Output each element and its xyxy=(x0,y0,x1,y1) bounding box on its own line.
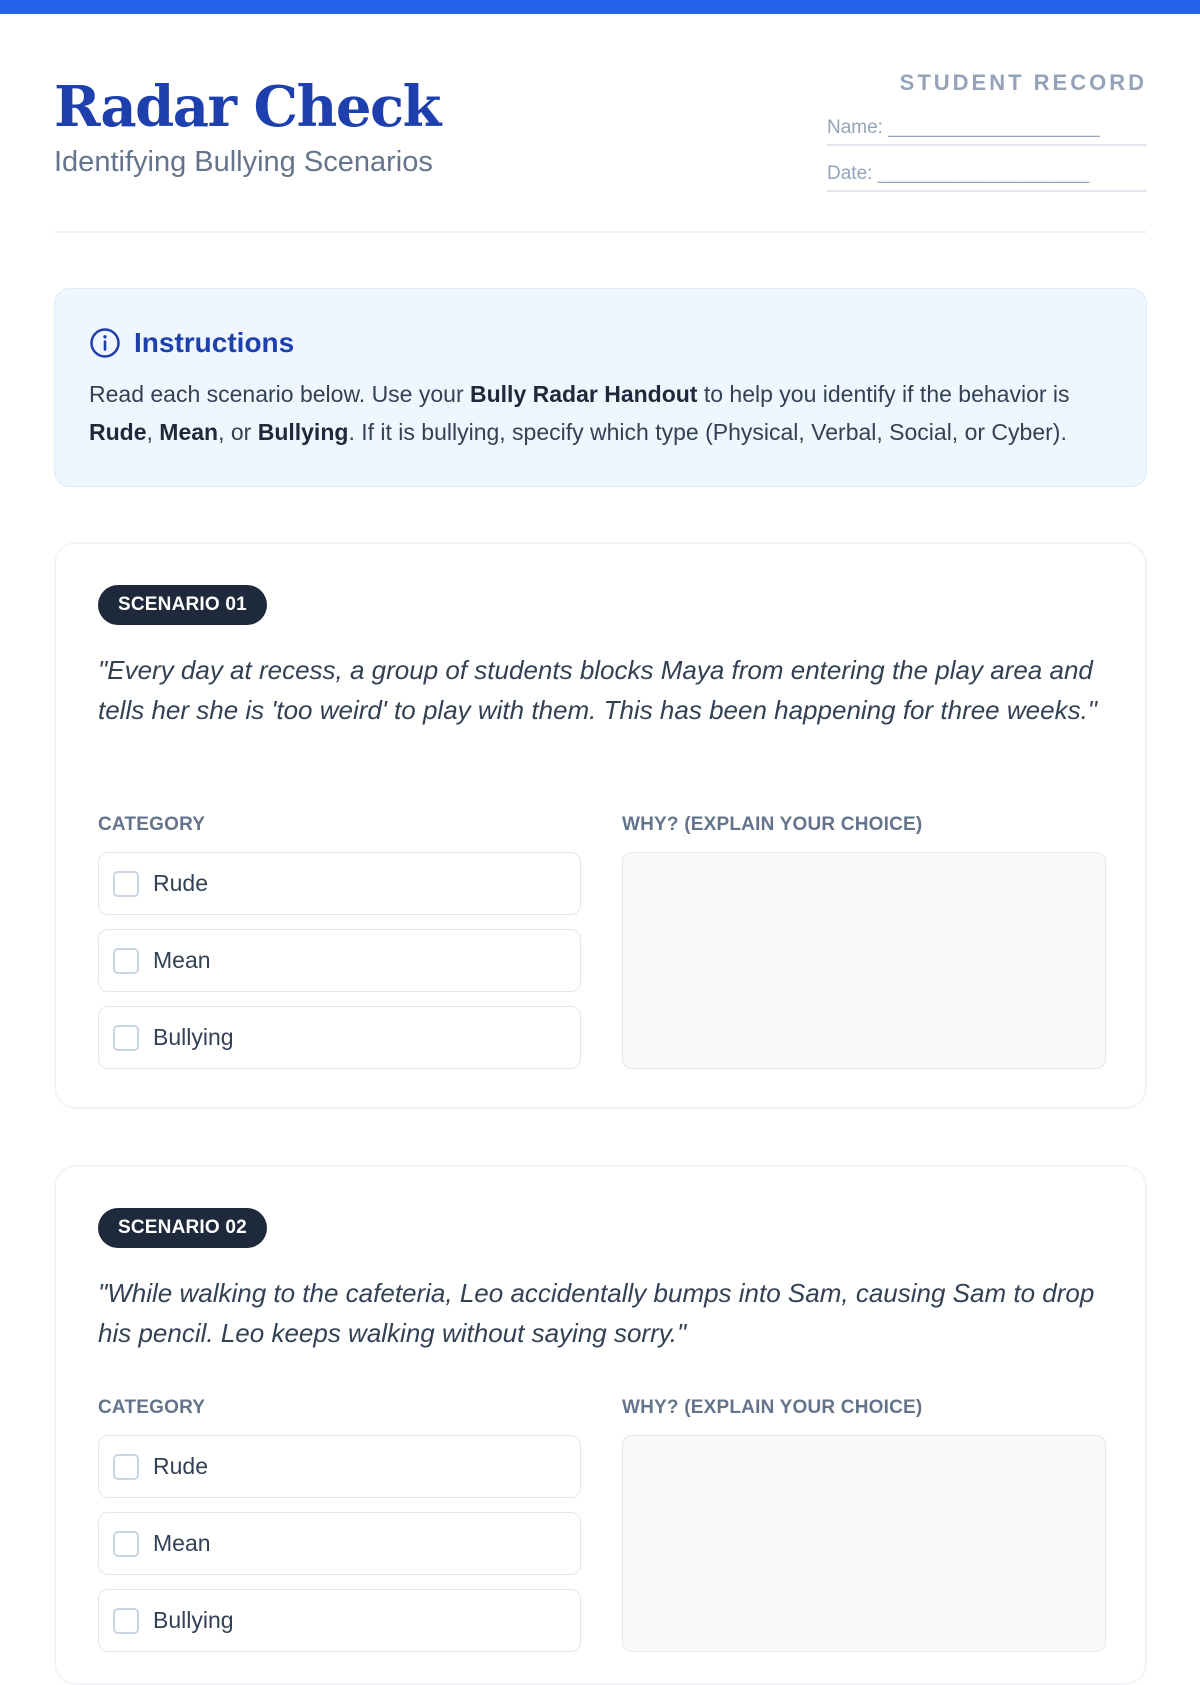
term-bullying: Bullying xyxy=(257,419,349,445)
checkbox[interactable] xyxy=(113,1608,139,1634)
worksheet-header xyxy=(54,60,1147,233)
category-label: CATEGORY xyxy=(98,814,206,835)
category-label: CATEGORY xyxy=(98,1397,206,1418)
option-rude[interactable] xyxy=(98,852,581,915)
option-label: Bullying xyxy=(153,1607,234,1633)
explanation-answer-box[interactable] xyxy=(622,852,1106,1069)
instructions-text-part: Read each scenario below. Use your xyxy=(89,381,470,407)
option-label: Rude xyxy=(153,1453,208,1479)
instructions-text-part: to help you identify if the behavior is xyxy=(697,381,1070,407)
student-record xyxy=(827,70,1147,192)
page-title: Radar Check xyxy=(54,74,440,140)
option-bullying[interactable] xyxy=(98,1589,581,1652)
student-record-title: STUDENT RECORD xyxy=(899,70,1147,95)
scenario-badge: SCENARIO 01 xyxy=(98,585,267,625)
instructions-text-part: , xyxy=(146,419,160,445)
checkbox[interactable] xyxy=(113,871,139,897)
checkbox[interactable] xyxy=(113,948,139,974)
scenario-card-01 xyxy=(54,542,1147,1109)
option-mean[interactable] xyxy=(98,929,581,992)
checkbox[interactable] xyxy=(113,1531,139,1557)
option-label: Rude xyxy=(153,870,208,896)
name-field[interactable]: Name: ____________________ xyxy=(827,108,1147,146)
info-icon xyxy=(89,327,121,359)
instructions-box xyxy=(54,288,1147,487)
instructions-text-part: . If it is bullying, specify which type (Physical, Verbal, Social, or Cyber). xyxy=(348,419,1067,445)
why-label: WHY? (EXPLAIN YOUR CHOICE) xyxy=(622,814,923,835)
checkbox[interactable] xyxy=(113,1454,139,1480)
term-rude: Rude xyxy=(89,419,147,445)
term-mean: Mean xyxy=(159,419,219,445)
option-rude[interactable] xyxy=(98,1435,581,1498)
scenario-card-02 xyxy=(54,1165,1147,1685)
option-label: Bullying xyxy=(153,1024,234,1050)
instructions-heading xyxy=(89,325,1112,361)
option-bullying[interactable] xyxy=(98,1006,581,1069)
date-field[interactable]: Date: ____________________ xyxy=(827,154,1147,192)
top-accent-bar xyxy=(0,0,1200,14)
why-label: WHY? (EXPLAIN YOUR CHOICE) xyxy=(622,1397,923,1418)
instructions-text-part: , or xyxy=(218,419,258,445)
option-label: Mean xyxy=(153,1530,211,1556)
explanation-answer-box[interactable] xyxy=(622,1435,1106,1652)
scenario-badge: SCENARIO 02 xyxy=(98,1208,267,1248)
handout-name: Bully Radar Handout xyxy=(470,381,698,407)
checkbox[interactable] xyxy=(113,1025,139,1051)
option-mean[interactable] xyxy=(98,1512,581,1575)
instructions-title: Instructions xyxy=(134,327,295,358)
scenario-quote: "While walking to the cafeteria, Leo accidentally bumps into Sam, causing Sam to drop his pencil. Leo keeps walking without saying sorry." xyxy=(98,1278,1095,1348)
scenario-quote: "Every day at recess, a group of students blocks Maya from entering the play area and tells her she is 'too weird' to play with them. This has been happening for three weeks." xyxy=(98,655,1098,725)
page-subtitle: Identifying Bullying Scenarios xyxy=(54,146,433,178)
option-label: Mean xyxy=(153,947,211,973)
instructions-text xyxy=(89,375,1112,451)
